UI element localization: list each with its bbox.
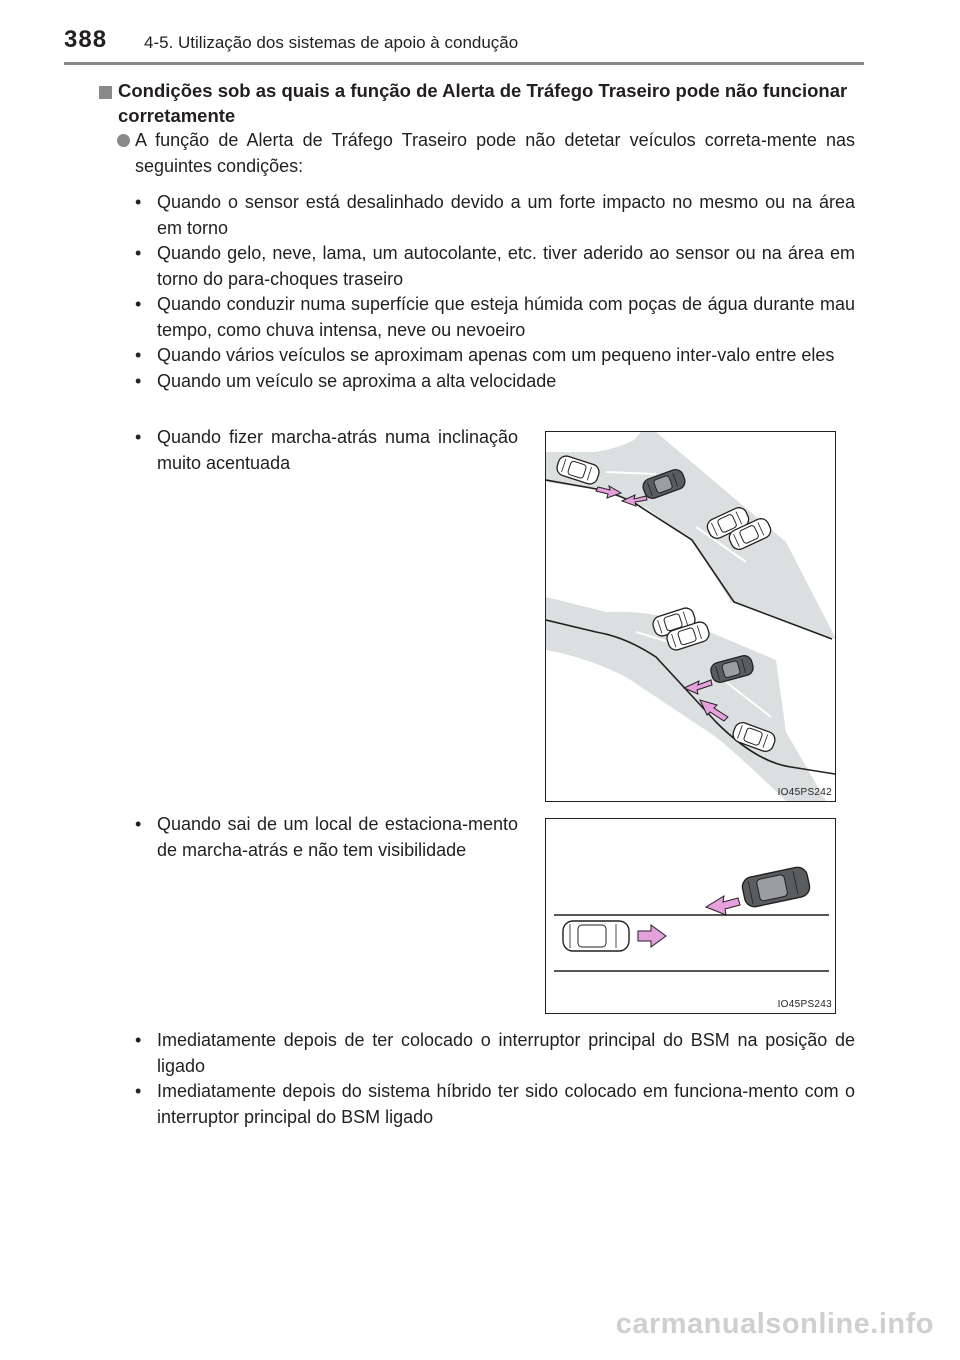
footer-watermark: carmanualsonline.info [615, 1308, 934, 1340]
heading-square-icon [99, 86, 112, 99]
conditions-list [135, 190, 855, 394]
intro-paragraph: A função de Alerta de Tráfego Traseiro pode não detetar veículos correta-mente nas seguintes condições: [135, 130, 855, 176]
list-item: • Imediatamente depois de ter colocado o interruptor principal do BSM na posição de ligado [135, 1028, 855, 1079]
list-item: • Quando um veículo se aproxima a alta velocidade [135, 369, 855, 395]
header-divider [64, 62, 864, 65]
parking-illustration [545, 818, 836, 1014]
paragraph-dot-icon [117, 134, 130, 147]
list-item: • Quando fizer marcha-atrás numa inclinação muito acentuada [135, 425, 518, 476]
slope-condition-list [135, 425, 518, 476]
page-number: 388 [64, 26, 108, 53]
slope-drawing [546, 432, 835, 801]
list-item: • Imediatamente depois do sistema híbrido ter sido colocado em funciona-mento com o interruptor principal do BSM ligado [135, 1079, 855, 1130]
list-item: • Quando o sensor está desalinhado devido a um forte impacto no mesmo ou na área em torno [135, 190, 855, 241]
section-heading: Condições sob as quais a função de Alerta de Tráfego Traseiro pode não funcionar corretamente [118, 80, 848, 126]
list-item: • Quando vários veículos se aproximam apenas com um pequeno inter-valo entre eles [135, 343, 855, 369]
figure-code: IO45PS243 [777, 999, 832, 1010]
chapter-title: 4-5. Utilização dos sistemas de apoio à condução [144, 33, 519, 52]
figure-code: IO45PS242 [777, 787, 832, 798]
list-item: • Quando sai de um local de estaciona-mento de marcha-atrás e não tem visibilidade [135, 812, 518, 863]
bsm-conditions-list [135, 1028, 855, 1130]
list-item: • Quando gelo, neve, lama, um autocolante, etc. tiver aderido ao sensor ou na área em torno do para-choques traseiro [135, 241, 855, 292]
parking-drawing [546, 819, 835, 1013]
slope-illustration [545, 431, 836, 802]
parking-condition-list [135, 812, 518, 863]
list-item: • Quando conduzir numa superfície que esteja húmida com poças de água durante mau tempo, como chuva intensa, neve ou nevoeiro [135, 292, 855, 343]
